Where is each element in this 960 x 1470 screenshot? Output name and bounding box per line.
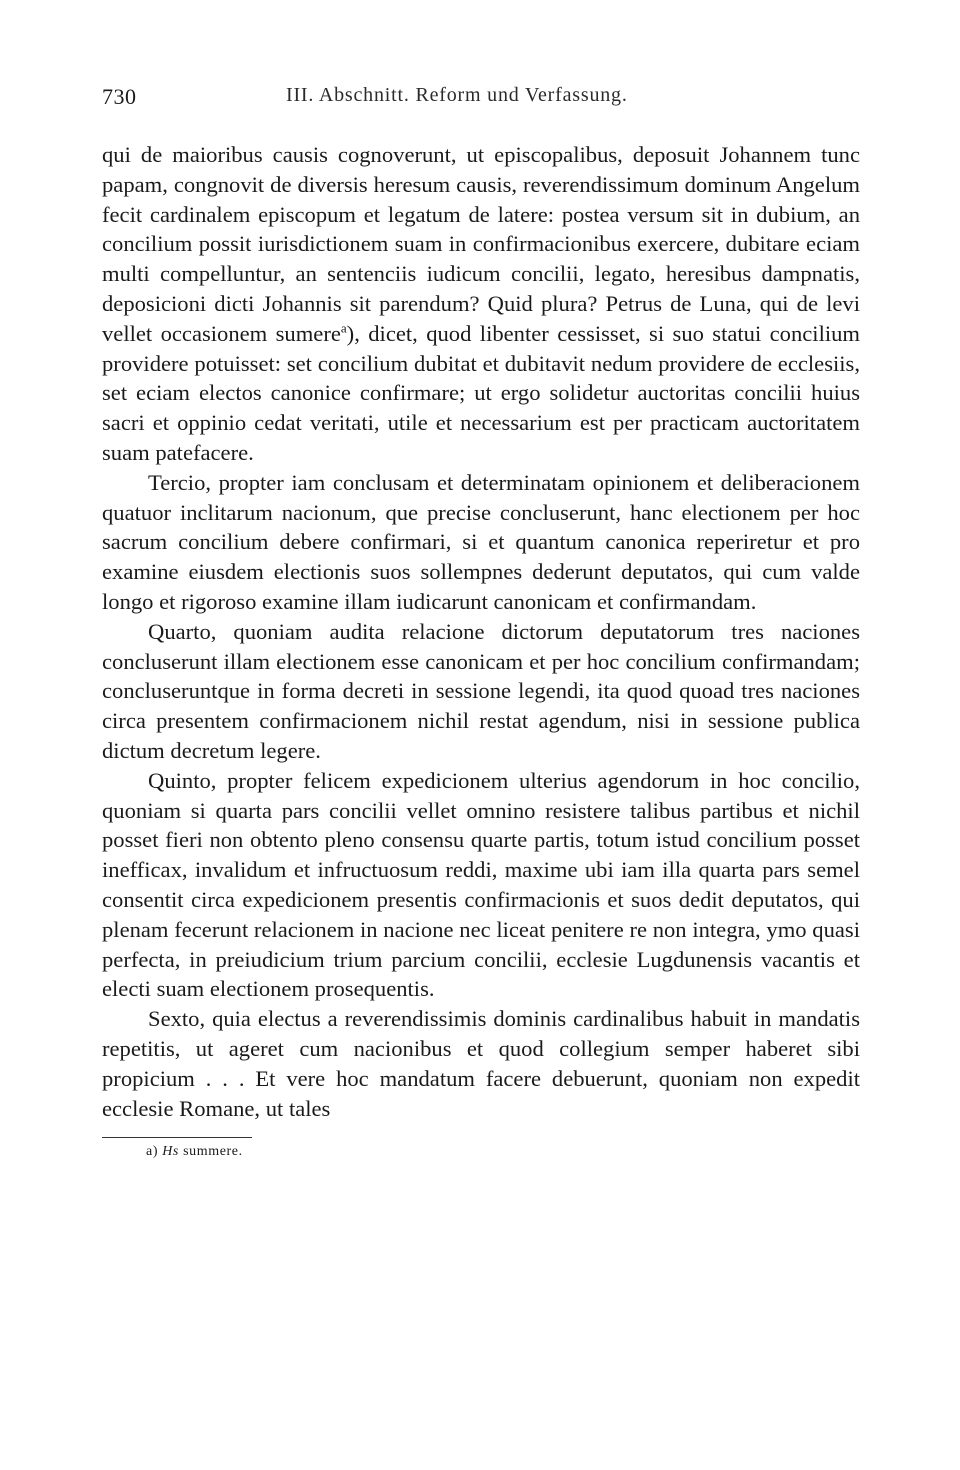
page-number: 730 (102, 84, 137, 109)
footnote-source: Hs (162, 1144, 179, 1160)
document-page (102, 84, 860, 1160)
running-head (102, 84, 860, 120)
running-head-title: III. Abschnitt. Reform und Verfassung. (286, 84, 628, 106)
body-text (102, 140, 860, 1123)
footnote-label: a) (146, 1144, 159, 1160)
paragraph-sexto: Sexto, quia electus a reverendissimis dominis cardinalibus habuit in mandatis repetitis, ut ageret cum nacionibus et quod collegium semper haberet sibi propicium . . . Et vere hoc mandatum facere debuerunt, quoniam non expedit ecclesie Romane, ut tales (102, 1006, 860, 1121)
paragraph-1-text: qui de maioribus causis cognoverunt, ut episcopalibus, deposuit Johannem tunc papam, congnovit de diversis heresum causis, reverendissimum dominum Angelum fecit cardinalem episcopum et legatum de latere: postea versum sit in dubium, an concilium possit iurisdictionem suam in confirmacionibus exercere, dubitare eciam multi compelluntur, an sentenciis iudicum concilii, legato, heresibus dampnatis, deposicioni dicti Johannis sit parendum? Quid plura? Petrus de Luna, qui de levi vellet occasionem sumere (102, 142, 860, 346)
footnote-divider (102, 1137, 252, 1138)
paragraph-1 (102, 140, 860, 468)
paragraph-1-continuation: ), dicet, quod libenter cessisset, si suo statui concilium providere potuisset: set concilium dubitat et dubitavit nedum providere de ecclesiis, set eciam electos canonice confirmare; ut ergo solidetur auctoritas concilii huius sacri et oppinio cedat veritati, utile et necessarium est per practicam auctoritatem suam patefacere. (102, 320, 861, 465)
paragraph-tercio: Tercio, propter iam conclusam et determinatam opinionem et deliberacionem quatuor inclitarum nacionum, que precise concluserunt, hanc electionem per hoc sacrum concilium debere confirmari, si et quantum canonica reperiretur et pro examine eiusdem electionis suos sollempnes dederunt deputatos, qui cum valde longo et rigoroso examine illam iudicarunt canonicam et confirmandam. (102, 469, 860, 614)
footnote-text: summere. (183, 1144, 243, 1160)
paragraph-quinto: Quinto, propter felicem expedicionem ulterius agendorum in hoc concilio, quoniam si quarta pars concilii vellet omnino resistere talibus partibus et nichil posset fieri non obtento pleno consensu quarte partis, totum istud concilium posset inefficax, invalidum et infructuosum reddi, maxime ubi iam illa quarta pars semel consentit circa expedicionem presentis confirmacionis et suos dedit deputatos, qui plenam fecerunt relacionem in nacione nec liceat penitere re non integra, ymo quasi perfecta, in preiudicium trium parcium concilii, ecclesie Lugdunensis vacantis et electi suam electionem prosequentis. (102, 767, 860, 1002)
footnote-reference: a (340, 320, 347, 336)
footnote (146, 1144, 860, 1160)
paragraph-quarto: Quarto, quoniam audita relacione dictorum deputatorum tres naciones concluserunt illam electionem esse canonicam et per hoc concilium confirmandam; concluseruntque in forma decreti in sessione legendi, ita quod quoad tres naciones circa presentem confirmacionem nichil restat agendum, nisi in sessione publica dictum decretum legere. (102, 618, 860, 763)
